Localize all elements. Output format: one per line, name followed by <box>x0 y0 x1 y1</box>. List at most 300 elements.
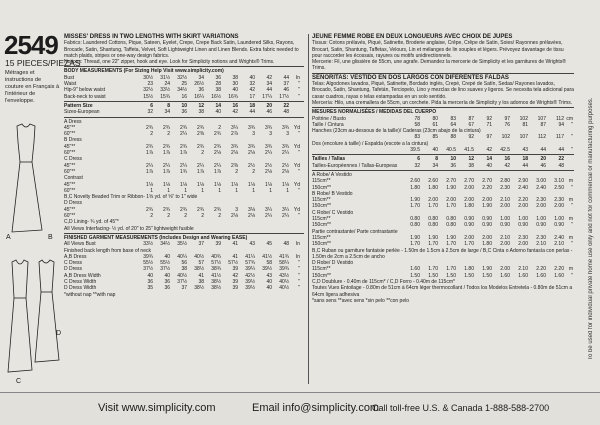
table-cell: 1¾ <box>180 168 187 175</box>
table-cell: 44 <box>249 109 255 116</box>
table-cell: 1⅞ <box>146 150 153 157</box>
table-cell: 2.70 <box>464 178 474 185</box>
table-cell: 0.80 <box>410 222 420 229</box>
mercerie-text: Mercerie: Fil, une glissière de 55cm, une agrafe. Demandez la mercerie de Simplicity et les garnitures de Wrights® Trims. <box>312 59 566 72</box>
table-cell: " <box>298 93 300 100</box>
table-cell: 17 <box>249 93 255 100</box>
spanish-title: SEÑORITAS: VESTIDO EN DOS LARGOS CON DIFERENTES FALDAS <box>312 74 509 81</box>
table-cell: 40 <box>249 74 255 81</box>
table-cell: 2¾ <box>180 143 187 150</box>
table-cell: 1.90 <box>428 234 438 241</box>
column-divider <box>308 34 309 384</box>
table-cell: 48 <box>558 162 564 169</box>
table-cell: 40 <box>164 253 170 260</box>
table-cell: 18 <box>249 102 255 109</box>
table-cell: 80 <box>432 115 438 122</box>
table-cell: 2¾ <box>146 143 153 150</box>
table-cell: 42 <box>232 272 238 279</box>
table-cell: 34 <box>164 109 170 116</box>
table-cell: In <box>295 253 300 260</box>
table-cell: 40 <box>432 147 438 154</box>
table-cell: 2.60 <box>410 178 420 185</box>
table-cell: 37 <box>198 241 204 248</box>
table-cell: Yd <box>293 181 300 188</box>
table-cell: 26½ <box>194 81 204 88</box>
table-cell: 57¾ <box>245 260 255 267</box>
table-cell: Yd <box>293 124 300 131</box>
table-cell: 1.70 <box>410 241 420 248</box>
table-cell: Yd <box>293 143 300 150</box>
table-cell: 3¾ <box>248 143 255 150</box>
table-cell: 117 <box>556 134 564 141</box>
table-cell: 2¼ <box>180 162 187 169</box>
table-cell: 36 <box>215 74 221 81</box>
footer-email-link[interactable]: Email info@simplicity.com <box>252 402 380 414</box>
table-row-label: Back-neck to waist <box>64 93 106 100</box>
table-cell: 1.00 <box>518 216 528 223</box>
table-row-label: 150cm** <box>312 222 331 229</box>
table-row-label: 60"** <box>64 168 76 175</box>
table-cell: 57½ <box>228 260 238 267</box>
table-row-label: D Dress <box>64 200 83 207</box>
table-row-label: A,B Dress Width <box>64 272 101 279</box>
table-cell: 1.50 <box>464 272 474 279</box>
table-cell: 2.50 <box>554 184 564 191</box>
table-cell: 41 <box>232 241 238 248</box>
table-cell: 42 <box>249 87 255 94</box>
table-cell: 2½ <box>265 162 272 169</box>
table-cell: 2.00 <box>500 203 510 210</box>
table-cell: 35 <box>147 285 153 292</box>
table-cell: 1⅞ <box>214 168 221 175</box>
table-cell: 64 <box>450 121 456 128</box>
table-cell: 3¾ <box>282 143 289 150</box>
table-cell: 39¼ <box>245 266 255 273</box>
table-cell: 2⅛ <box>231 213 238 220</box>
table-cell: 2¾ <box>163 143 170 150</box>
table-row-label: 60"** <box>64 131 76 138</box>
table-cell: 2¾ <box>197 124 204 131</box>
table-cell: 34½ <box>160 241 170 248</box>
table-cell: 24 <box>164 81 170 88</box>
table-cell: 2.30 <box>536 197 546 204</box>
table-cell: 2.00 <box>464 184 474 191</box>
table-cell: 2 <box>184 213 187 220</box>
table-cell: 33½ <box>143 241 153 248</box>
table-cell: 2¾ <box>197 206 204 213</box>
table-cell: 2 <box>218 124 221 131</box>
table-row-label: Pattern Size <box>64 102 93 109</box>
table-cell: 36 <box>198 87 204 94</box>
table-cell: 2¾ <box>163 206 170 213</box>
table-cell: 41 <box>198 272 204 279</box>
table-cell: 1 <box>150 187 153 194</box>
table-cell: 88 <box>450 134 456 141</box>
table-cell: 57½ <box>211 260 221 267</box>
table-cell: 28 <box>215 81 221 88</box>
table-cell: 39½ <box>262 266 272 273</box>
table-cell <box>290 109 300 115</box>
table-cell: 85 <box>432 134 438 141</box>
table-cell: 1.50 <box>482 272 492 279</box>
view-label-d: D <box>56 330 62 337</box>
table-cell: 2¼ <box>265 150 272 157</box>
table-cell: 92 <box>468 134 474 141</box>
table-cell: 3.00 <box>536 178 546 185</box>
table-row-label: 150cm** <box>312 241 331 248</box>
table-cell: 30 <box>232 81 238 88</box>
table-cell: 2¾ <box>146 206 153 213</box>
table-cell: 57 <box>198 260 204 267</box>
table-cell: 1.60 <box>500 272 510 279</box>
finished-measurements-title: FINISHED GARMENT MEASUREMENTS (Includes Design and Wearing EASE) <box>64 234 248 241</box>
table-cell: 55½ <box>143 260 153 267</box>
table-cell: " <box>298 150 300 157</box>
table-cell: 2.10 <box>500 197 510 204</box>
table-cell: 76 <box>504 121 510 128</box>
table-cell: 2¼ <box>214 162 221 169</box>
table-cell: 0.90 <box>464 222 474 229</box>
table-cell: 1.70 <box>446 203 456 210</box>
table-cell: 1.70 <box>428 241 438 248</box>
table-cell: 2¾ <box>214 206 221 213</box>
table-cell: 1.50 <box>410 272 420 279</box>
table-cell: 55½ <box>160 260 170 267</box>
table-cell: 38¾ <box>211 266 221 273</box>
mesures-title: MESURES NORMALISÉES / MEDIDAS DEL CUERPO <box>312 109 437 116</box>
table-cell: 2.00 <box>464 234 474 241</box>
table-row-label: Poitrine / Busto <box>312 115 346 122</box>
table-cell: 41.5 <box>464 147 474 154</box>
table-cell: 39 <box>232 285 238 292</box>
table-cell: 44 <box>266 87 272 94</box>
table-cell: 40 <box>164 272 170 279</box>
table-cell: 2¾ <box>146 124 153 131</box>
table-cell: 92 <box>486 115 492 122</box>
table-cell: 1.90 <box>482 266 492 273</box>
dress-technical-drawings <box>2 120 62 380</box>
table-cell: 2⅛ <box>282 168 289 175</box>
table-row-label: Waist <box>64 81 77 88</box>
table-cell: 10 <box>181 102 187 109</box>
table-row-label: Tailles / Tallas <box>312 156 346 163</box>
table-cell: 2¾ <box>214 131 221 138</box>
table-row-label: C Dress <box>64 156 83 163</box>
table-cell: 2.40 <box>536 184 546 191</box>
table-cell: 16¼ <box>194 93 204 100</box>
table-cell: " <box>298 168 300 175</box>
table-cell: 48 <box>283 109 289 116</box>
english-column <box>64 34 304 386</box>
table-cell: 37 <box>283 81 289 88</box>
table-cell: 0.80 <box>446 222 456 229</box>
table-cell: 2 <box>252 168 255 175</box>
table-cell: 2½ <box>248 162 255 169</box>
table-cell: 32½ <box>143 87 153 94</box>
table-row-label: C Robe/ C Vestido <box>312 209 354 216</box>
telas-text: Telas: Algodones lavados, Piqué, Satinette, Bordado inglés, Crepé, Crepé de Satín, Sedas/ Rayones lavados, Brocado, Satín, Shantung, Tafetán, Terciopelo, Lino y mezclas de lino suaves y ligeros. Se necesita tela adicional para casar cuadros, rayas o telas estampadas en un solo sentido. <box>312 81 574 100</box>
table-cell: 3¼ <box>282 206 289 213</box>
table-row-label: All Views Bust <box>64 241 96 248</box>
table-cell: 18 <box>522 156 528 163</box>
table-cell: 42 <box>486 147 492 154</box>
table-cell: m <box>568 197 573 204</box>
table-row-label: Partie contrastante/ Parte contrastante <box>312 228 398 235</box>
table-cell: 2⅜ <box>231 162 238 169</box>
table-cell: 3¾ <box>248 124 255 131</box>
table-cell <box>565 163 573 169</box>
table-cell: 2 <box>201 213 204 220</box>
table-cell: 42.5 <box>500 147 510 154</box>
table-cell: 94 <box>558 121 564 128</box>
table-cell: 1.70 <box>446 241 456 248</box>
table-row-label: Hip-9" below waist <box>64 87 105 94</box>
table-row-label: A Dress <box>64 118 82 125</box>
table-cell: 0.90 <box>482 216 492 223</box>
table-cell: 37½ <box>143 266 153 273</box>
table-cell: 1.50 <box>446 272 456 279</box>
english-title: MISSES' DRESS IN TWO LENGTHS WITH SKIRT VARIATIONS <box>64 34 239 40</box>
table-cell: 1 <box>218 187 221 194</box>
table-cell: 37 <box>181 285 187 292</box>
ribbon-text: B,C Novelty Beaded Trim or Ribbon- 1⅝ yd. of ⅝" to 1" wide <box>64 194 198 201</box>
table-cell: 40.5 <box>446 147 456 154</box>
table-cell: 0.90 <box>464 216 474 223</box>
lining-text: C,D Lining- ¾ yd. of 45"* <box>64 219 119 226</box>
ruban-text: B,C Ruban ou garniture fantaisie perlée - 1.50m de 1.5cm à 2.5cm de large / B,C Cinta o Adorno fantasía con perlas - 1.50m de 2cm a 2.5cm de ancho <box>312 247 573 260</box>
table-cell: " <box>571 222 573 229</box>
table-row-label: Taille / Cintura <box>312 121 344 128</box>
table-cell: 2.90 <box>518 178 528 185</box>
table-cell: 16 <box>504 156 510 163</box>
table-cell: 2.00 <box>536 203 546 210</box>
table-row-label: 115cm** <box>312 266 331 273</box>
table-cell: 6 <box>417 156 420 163</box>
table-cell: 1⅞ <box>163 150 170 157</box>
table-cell: 31½ <box>160 74 170 81</box>
table-cell: 12 <box>468 156 474 163</box>
table-cell: 46 <box>540 162 546 169</box>
table-cell: 83 <box>450 115 456 122</box>
table-cell: 3¾ <box>282 124 289 131</box>
table-cell: 1⅛ <box>282 181 289 188</box>
table-cell: 1 <box>167 187 170 194</box>
table-cell: 2¾ <box>180 124 187 131</box>
fabrics-text: Fabrics: Laundered Cottons, Pique, Sateen, Eyelet, Crepe, Crepe Back Satin, Laundered Silks, Rayons, Brocade, Satin, Shantung, Taffeta, Velvet, Soft Lightweight Linen and Linen Blends. Extra fabric needed to match plaids, stripes or one-way design fabrics. <box>64 40 299 59</box>
table-row-label: D Dress Width <box>64 285 97 292</box>
merceria-text: Mercería: Hilo, una cremallera de 55cm, un corchete. Pida la mercería de Simplicity y los adornos de Wrights® Trims. <box>312 99 573 106</box>
table-cell: 30½ <box>143 74 153 81</box>
table-cell: 8 <box>435 156 438 163</box>
table-cell: 2.70 <box>482 178 492 185</box>
table-cell: 2.20 <box>482 184 492 191</box>
table-cell: 1.90 <box>446 184 456 191</box>
entoilage-text: Toutes Vues Entoilage - 0.80m de 51cm à 64cm léger thermocollant / Todos los Modelos Entretela - 0.80m de 51cm a 64cm ligera adhesiva <box>312 285 573 298</box>
table-row-label: 115cm** <box>312 216 331 223</box>
body-measurements-table <box>64 75 304 100</box>
table-cell: m <box>568 178 573 185</box>
table-row-label: 45"** <box>64 162 76 169</box>
table-cell: 12 <box>198 102 204 109</box>
table-cell: 41 <box>232 253 238 260</box>
table-cell: 43 <box>249 241 255 248</box>
table-cell: 39¾ <box>143 253 153 260</box>
pieces-count: 15 PIECES/PIEZAS <box>5 58 81 68</box>
pattern-number: 2549 <box>4 30 58 60</box>
table-cell: 3 <box>269 131 272 138</box>
table-cell: 40 <box>486 162 492 169</box>
table-cell: 1⅛ <box>214 181 221 188</box>
table-cell: 33½ <box>160 87 170 94</box>
spanish-nap-note: *sans sens **avec sens *sin pelo **con pelo <box>312 297 410 304</box>
table-cell: 40 <box>266 278 272 285</box>
table-cell: 38½ <box>211 278 221 285</box>
table-row-label: 150cm** <box>312 184 331 191</box>
table-row-label: Sizes-European <box>64 109 100 116</box>
table-cell: 58¼ <box>279 260 289 267</box>
table-cell: 41¼ <box>245 253 255 260</box>
table-cell: 22 <box>283 102 289 109</box>
table-cell: 38½ <box>211 285 221 292</box>
table-cell: 38 <box>198 278 204 285</box>
table-cell: 43½ <box>279 272 289 279</box>
table-cell: cm <box>566 115 573 122</box>
table-cell: 42 <box>504 162 510 169</box>
table-cell: 58 <box>266 260 272 267</box>
table-cell: 38 <box>215 87 221 94</box>
table-cell: 2.20 <box>518 197 528 204</box>
table-cell: 40½ <box>194 253 204 260</box>
table-cell: " <box>571 134 573 141</box>
table-cell: 45 <box>266 241 272 248</box>
table-row-label: A,B Dress <box>64 253 87 260</box>
table-cell: 16 <box>232 102 238 109</box>
view-label-c: C <box>16 378 22 385</box>
table-cell: 46 <box>266 109 272 116</box>
table-cell: 16½ <box>211 93 221 100</box>
d-metrage-table <box>312 260 574 279</box>
table-cell: 1.60 <box>554 272 564 279</box>
table-cell: 1⅛ <box>265 181 272 188</box>
table-cell: 0.90 <box>500 222 510 229</box>
table-cell: 1⅞ <box>180 150 187 157</box>
table-cell: 40 <box>232 87 238 94</box>
table-cell: 44 <box>540 147 546 154</box>
table-cell: 2.20 <box>554 266 564 273</box>
table-cell: 1.90 <box>410 234 420 241</box>
english-nap-note: *without nap **with nap <box>64 291 116 298</box>
table-cell: 2.30 <box>518 234 528 241</box>
table-row-label: A Robe/ A Vestido <box>312 171 352 178</box>
table-cell: 0.80 <box>428 216 438 223</box>
european-size-row <box>64 109 304 115</box>
table-cell: 32 <box>249 81 255 88</box>
table-row-label: 150cm** <box>312 272 331 279</box>
table-row-label: 45"** <box>64 143 76 150</box>
table-cell: 1.70 <box>446 266 456 273</box>
table-cell: 1.90 <box>410 197 420 204</box>
table-row-label: 60"** <box>64 213 76 220</box>
table-cell: 38 <box>181 266 187 273</box>
table-cell: 0.90 <box>482 222 492 229</box>
table-cell: 44 <box>558 147 564 154</box>
view-label-a: A <box>6 234 11 241</box>
table-row-label: 45"** <box>64 181 76 188</box>
table-cell: 34 <box>198 74 204 81</box>
table-row-label: C Dress <box>64 260 83 267</box>
table-cell: 2⅛ <box>214 150 221 157</box>
table-cell: 102 <box>519 115 528 122</box>
table-row-label <box>312 147 402 153</box>
table-cell: 40¼ <box>177 253 187 260</box>
table-cell: 34 <box>266 81 272 88</box>
table-cell: 71 <box>486 121 492 128</box>
table-cell: 87 <box>540 121 546 128</box>
table-cell: 0.80 <box>446 216 456 223</box>
table-row-label: B Robe/ B Vestido <box>312 190 353 197</box>
table-cell: 2¾ <box>197 143 204 150</box>
table-cell: 1.70 <box>428 203 438 210</box>
table-row-label: C Dress Width <box>64 278 97 285</box>
table-cell: " <box>571 272 573 279</box>
table-cell: 10 <box>450 156 456 163</box>
table-cell: 1.70 <box>410 203 420 210</box>
table-cell: 14 <box>486 156 492 163</box>
table-cell: 39¾ <box>279 266 289 273</box>
table-cell: 34 <box>432 162 438 169</box>
table-cell: 1 <box>201 187 204 194</box>
footer-website-link[interactable]: Visit www.simplicity.com <box>98 402 216 414</box>
table-cell: " <box>298 272 300 279</box>
table-cell: 20 <box>540 156 546 163</box>
table-cell: 46 <box>283 87 289 94</box>
table-cell: 1.80 <box>464 203 474 210</box>
table-cell: 43 <box>266 272 272 279</box>
view-label-b: B <box>48 234 53 241</box>
table-cell: 2.40 <box>518 184 528 191</box>
table-cell: 41¾ <box>279 253 289 260</box>
table-cell: m <box>568 234 573 241</box>
table-cell: " <box>571 241 573 248</box>
table-cell: 3.10 <box>554 178 564 185</box>
table-cell: 6 <box>150 102 153 109</box>
table-cell: 39 <box>232 278 238 285</box>
table-cell: 78 <box>414 115 420 122</box>
table-cell: " <box>298 278 300 285</box>
table-cell: 97 <box>486 134 492 141</box>
table-cell: 2⅞ <box>231 131 238 138</box>
table-row-label: B Dress <box>64 137 82 144</box>
table-cell: 41½ <box>211 272 221 279</box>
table-cell: 1⅛ <box>248 181 255 188</box>
table-cell: Yd <box>293 162 300 169</box>
table-cell: 67 <box>468 121 474 128</box>
table-cell: 102 <box>501 134 510 141</box>
table-cell: 38½ <box>194 285 204 292</box>
table-row-label: D Robe/ D Vestido <box>312 260 354 267</box>
french-title: JEUNE FEMME ROBE EN DEUX LONGUEURS AVEC CHOIX DE JUPES <box>312 34 513 40</box>
table-cell: 1.80 <box>482 241 492 248</box>
table-cell: 2 <box>201 150 204 157</box>
table-cell: 37½ <box>160 266 170 273</box>
table-cell: 1.90 <box>446 234 456 241</box>
table-cell: 1.90 <box>482 203 492 210</box>
table-cell: 2¼ <box>282 150 289 157</box>
table-cell: 1.00 <box>500 216 510 223</box>
table-cell: 2 <box>235 168 238 175</box>
table-row-label: 60"** <box>64 187 76 194</box>
table-cell: 61 <box>432 121 438 128</box>
